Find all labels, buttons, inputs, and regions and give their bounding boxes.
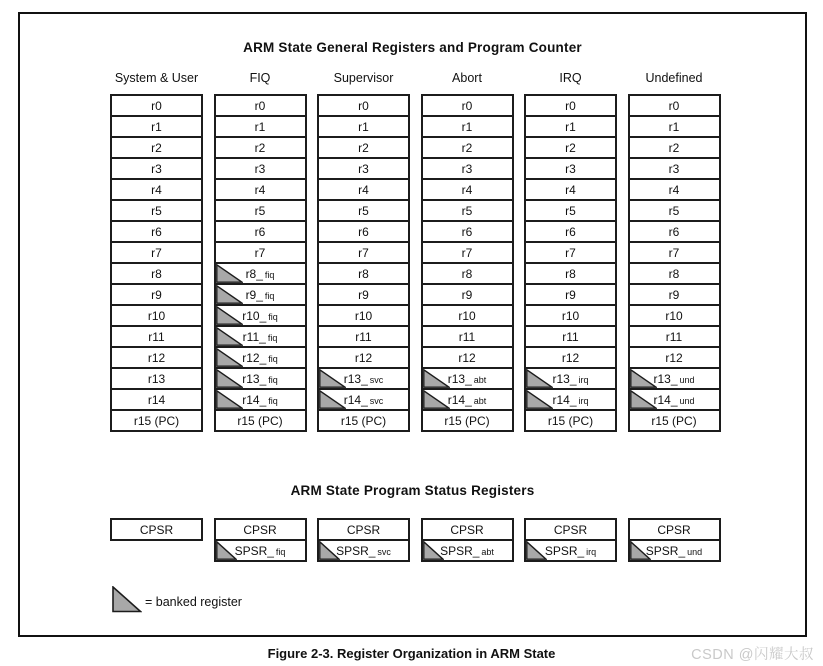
column-header-irq: IRQ <box>559 71 582 85</box>
register-label: r11 <box>562 329 579 344</box>
banked-register-triangle-icon <box>423 390 450 409</box>
register-label: r6 <box>565 224 576 239</box>
register-mode-suffix: fiq <box>267 333 278 343</box>
register-mode-suffix: svc <box>369 375 384 385</box>
register-label: r3 <box>461 161 473 176</box>
register-label: r8 <box>358 266 369 281</box>
register-label: CPSR <box>139 522 174 537</box>
register-label: r6 <box>254 224 266 239</box>
register-label: SPSR_ <box>336 543 376 558</box>
column-header-abort: Abort <box>452 71 482 85</box>
register-cell <box>319 117 408 138</box>
register-mode-suffix: fiq <box>268 375 278 385</box>
register-cell <box>112 306 201 327</box>
banked-register-triangle-icon <box>630 541 651 560</box>
banked-register-triangle-icon <box>216 306 243 325</box>
register-cell <box>319 411 408 430</box>
register-label: r15 (PC) <box>547 413 594 428</box>
register-mode-suffix: und <box>679 375 695 385</box>
register-cell <box>112 180 201 201</box>
register-cell <box>112 138 201 159</box>
status-register-column-abort <box>421 518 514 562</box>
register-label: r1 <box>461 119 473 134</box>
banked-register-triangle-icon <box>319 541 340 560</box>
register-label: r6 <box>151 224 162 239</box>
register-cell <box>423 222 512 243</box>
register-label: r4 <box>254 182 266 197</box>
status-register-column-fiq <box>214 518 307 562</box>
banked-register-triangle-icon <box>526 541 547 560</box>
register-cell <box>319 201 408 222</box>
register-cell <box>423 96 512 117</box>
register-column-abort <box>421 94 514 432</box>
register-cell <box>216 180 305 201</box>
register-label: r14_ <box>552 392 577 407</box>
register-cell <box>526 411 615 430</box>
register-cell <box>630 411 719 430</box>
register-label: r12 <box>147 350 166 365</box>
banked-register-triangle-icon <box>423 369 450 388</box>
banked-register-legend-triangle-icon <box>112 586 142 613</box>
register-label: r14_ <box>447 392 472 407</box>
register-label: r3 <box>254 161 266 176</box>
register-cell <box>112 243 201 264</box>
register-mode-suffix: abt <box>473 375 487 385</box>
register-cell <box>319 264 408 285</box>
register-label: r13_ <box>653 371 678 386</box>
register-label: r8 <box>151 266 162 281</box>
register-cell <box>319 222 408 243</box>
register-cell <box>423 243 512 264</box>
register-cell <box>423 348 512 369</box>
register-cell <box>319 180 408 201</box>
register-cell <box>630 138 719 159</box>
register-mode-suffix: abt <box>473 396 487 406</box>
register-cell <box>319 159 408 180</box>
register-label: r6 <box>358 224 369 239</box>
status-registers-title: ARM State Program Status Registers <box>290 483 535 498</box>
register-cell <box>526 180 615 201</box>
register-label: r13 <box>147 371 166 386</box>
register-cell <box>526 327 615 348</box>
spsr-cell <box>526 541 615 560</box>
register-mode-suffix: und <box>679 396 695 406</box>
register-label: r13_ <box>447 371 472 386</box>
banked-register-triangle-icon <box>216 327 243 346</box>
register-label: r10_ <box>242 308 267 323</box>
banked-register-triangle-icon <box>216 390 243 409</box>
register-cell <box>319 327 408 348</box>
register-cell <box>423 285 512 306</box>
register-cell <box>216 306 305 327</box>
register-label: r4 <box>565 182 576 197</box>
register-mode-suffix: fiq <box>268 354 278 364</box>
register-label: r6 <box>461 224 473 239</box>
register-cell <box>112 327 201 348</box>
register-cell <box>423 327 512 348</box>
register-label: r12_ <box>242 350 267 365</box>
register-cell <box>216 327 305 348</box>
register-label: r14_ <box>343 392 368 407</box>
banked-register-triangle-icon <box>216 369 243 388</box>
banked-register-triangle-icon <box>216 348 243 367</box>
register-cell <box>423 180 512 201</box>
register-label: r8 <box>565 266 576 281</box>
banked-register-triangle-icon <box>630 390 657 409</box>
column-header-supervisor: Supervisor <box>333 71 394 85</box>
register-label: r9 <box>358 287 369 302</box>
register-mode-suffix: svc <box>369 396 384 406</box>
register-label: r3 <box>668 161 680 176</box>
cpsr-cell <box>216 520 305 541</box>
register-cell <box>526 201 615 222</box>
register-label: r1 <box>358 119 369 134</box>
register-label: r7 <box>461 245 473 260</box>
register-cell <box>526 285 615 306</box>
banked-register-triangle-icon <box>216 285 243 304</box>
register-label: r7 <box>151 245 162 260</box>
register-label: r7 <box>565 245 576 260</box>
register-label: r10 <box>354 308 373 323</box>
register-mode-suffix: irq <box>578 396 589 406</box>
register-label: r10 <box>147 308 166 323</box>
register-column-undefined <box>628 94 721 432</box>
register-label: CPSR <box>243 522 277 537</box>
register-label: SPSR_ <box>544 543 585 558</box>
register-label: r2 <box>254 140 266 155</box>
register-label: r1 <box>254 119 266 134</box>
register-cell <box>216 411 305 430</box>
register-cell <box>112 201 201 222</box>
register-label: r5 <box>565 203 576 218</box>
register-mode-suffix: irq <box>586 547 597 557</box>
register-cell <box>216 138 305 159</box>
register-label: r9_ <box>245 287 263 302</box>
register-cell <box>423 117 512 138</box>
register-label: r11 <box>355 329 372 344</box>
register-label: r10 <box>458 308 476 323</box>
register-label: r12 <box>561 350 580 365</box>
status-register-column-irq <box>524 518 617 562</box>
register-label: r9 <box>461 287 473 302</box>
register-label: r2 <box>461 140 473 155</box>
banked-register-triangle-icon <box>319 369 346 388</box>
register-cell <box>526 243 615 264</box>
register-cell <box>216 285 305 306</box>
register-cell <box>630 117 719 138</box>
register-label: r14_ <box>242 392 267 407</box>
register-cell <box>319 348 408 369</box>
register-label: r0 <box>565 98 576 113</box>
register-cell <box>216 390 305 411</box>
banked-register-triangle-icon <box>319 390 346 409</box>
register-label: r10 <box>561 308 580 323</box>
register-label: r1 <box>151 119 162 134</box>
register-cell <box>423 264 512 285</box>
register-cell <box>526 264 615 285</box>
register-cell <box>526 390 615 411</box>
register-cell <box>112 285 201 306</box>
register-cell <box>319 138 408 159</box>
register-label: r4 <box>668 182 680 197</box>
register-label: r0 <box>358 98 369 113</box>
register-cell <box>112 390 201 411</box>
register-mode-suffix: fiq <box>275 547 286 557</box>
register-cell <box>112 411 201 430</box>
register-cell <box>319 369 408 390</box>
register-mode-suffix: irq <box>578 375 589 385</box>
register-label: r0 <box>254 98 266 113</box>
register-label: r2 <box>668 140 680 155</box>
register-label: r11_ <box>242 329 266 344</box>
register-cell <box>423 138 512 159</box>
register-label: r7 <box>254 245 266 260</box>
register-cell <box>526 96 615 117</box>
register-cell <box>112 117 201 138</box>
register-cell <box>423 201 512 222</box>
register-cell <box>216 96 305 117</box>
legend <box>112 586 362 616</box>
register-label: r5 <box>668 203 680 218</box>
register-label: r8 <box>668 266 680 281</box>
register-cell <box>112 264 201 285</box>
register-label: r0 <box>461 98 473 113</box>
register-label: r2 <box>565 140 576 155</box>
register-cell <box>526 348 615 369</box>
spsr-cell <box>216 541 305 560</box>
banked-register-triangle-icon <box>526 369 553 388</box>
banked-register-triangle-icon <box>216 541 237 560</box>
register-label: r15 (PC) <box>237 413 283 428</box>
register-column-fiq <box>214 94 307 432</box>
register-label: r5 <box>151 203 162 218</box>
register-label: r4 <box>358 182 369 197</box>
register-cell <box>423 369 512 390</box>
register-label: r0 <box>151 98 162 113</box>
register-cell <box>112 159 201 180</box>
register-cell <box>526 138 615 159</box>
register-label: r8_ <box>245 266 263 281</box>
register-label: r11 <box>458 329 476 344</box>
column-header-fiq: FIQ <box>249 71 271 85</box>
banked-register-triangle-icon <box>216 264 243 283</box>
register-cell <box>526 369 615 390</box>
spsr-cell <box>423 541 512 560</box>
register-mode-suffix: fiq <box>264 291 275 301</box>
register-cell <box>630 348 719 369</box>
register-mode-suffix: fiq <box>268 312 278 322</box>
register-label: CPSR <box>450 522 484 537</box>
cpsr-cell <box>112 520 201 539</box>
register-cell <box>216 348 305 369</box>
register-label: r0 <box>668 98 680 113</box>
figure-caption: Figure 2-3. Register Organization in ARM State <box>267 646 556 661</box>
register-cell <box>630 201 719 222</box>
banked-register-triangle-icon <box>526 390 553 409</box>
register-column-supervisor <box>317 94 410 432</box>
register-label: r12 <box>458 350 476 365</box>
register-label: r14 <box>147 392 166 407</box>
register-label: r4 <box>461 182 473 197</box>
register-cell <box>630 159 719 180</box>
figure-border <box>18 12 807 637</box>
register-label: r7 <box>358 245 369 260</box>
register-label: SPSR_ <box>440 543 480 558</box>
register-label: r15 (PC) <box>651 413 697 428</box>
register-label: r8 <box>461 266 473 281</box>
legend-label: = banked register <box>145 595 242 609</box>
banked-register-triangle-icon <box>630 369 657 388</box>
register-cell <box>216 369 305 390</box>
register-label: r13_ <box>242 371 267 386</box>
register-mode-suffix: und <box>687 547 703 557</box>
register-label: r12 <box>354 350 373 365</box>
register-cell <box>216 222 305 243</box>
cpsr-cell <box>630 520 719 541</box>
register-label: r11 <box>148 329 165 344</box>
register-cell <box>216 201 305 222</box>
register-label: r5 <box>254 203 266 218</box>
register-cell <box>216 243 305 264</box>
register-label: r3 <box>358 161 369 176</box>
register-label: r3 <box>565 161 576 176</box>
register-label: r4 <box>151 182 162 197</box>
register-mode-suffix: abt <box>481 547 494 557</box>
cpsr-cell <box>526 520 615 541</box>
register-cell <box>630 369 719 390</box>
register-cell <box>423 159 512 180</box>
register-label: r1 <box>565 119 576 134</box>
register-cell <box>526 306 615 327</box>
status-register-column-system-user <box>110 518 203 541</box>
register-label: r7 <box>668 245 680 260</box>
register-cell <box>630 285 719 306</box>
register-cell <box>630 96 719 117</box>
register-cell <box>526 159 615 180</box>
register-cell <box>112 348 201 369</box>
register-cell <box>319 285 408 306</box>
register-cell <box>319 390 408 411</box>
register-label: SPSR_ <box>645 543 686 558</box>
register-cell <box>526 117 615 138</box>
cpsr-cell <box>423 520 512 541</box>
register-label: r2 <box>358 140 369 155</box>
general-registers-title: ARM State General Registers and Program Counter <box>243 40 582 55</box>
register-cell <box>630 180 719 201</box>
register-label: r9 <box>668 287 680 302</box>
register-label: r13_ <box>552 371 577 386</box>
register-label: r11 <box>665 329 683 344</box>
register-cell <box>112 222 201 243</box>
register-label: r14_ <box>653 392 678 407</box>
register-label: r9 <box>565 287 576 302</box>
register-cell <box>630 222 719 243</box>
register-label: r1 <box>668 119 680 134</box>
register-column-irq <box>524 94 617 432</box>
register-label: r2 <box>151 140 162 155</box>
register-cell <box>423 411 512 430</box>
register-label: r3 <box>151 161 162 176</box>
register-label: r15 (PC) <box>444 413 490 428</box>
register-mode-suffix: fiq <box>264 270 275 280</box>
register-cell <box>216 117 305 138</box>
register-cell <box>630 306 719 327</box>
spsr-cell <box>630 541 719 560</box>
register-cell <box>630 264 719 285</box>
register-cell <box>630 390 719 411</box>
register-cell <box>630 327 719 348</box>
register-label: r9 <box>151 287 162 302</box>
register-cell <box>319 96 408 117</box>
register-column-system-user <box>110 94 203 432</box>
register-label: r12 <box>665 350 683 365</box>
register-mode-suffix: svc <box>377 547 391 557</box>
register-label: SPSR_ <box>234 543 274 558</box>
register-label: CPSR <box>657 522 691 537</box>
register-cell <box>423 390 512 411</box>
register-mode-suffix: fiq <box>268 396 278 406</box>
register-label: CPSR <box>553 522 588 537</box>
register-label: r5 <box>358 203 369 218</box>
column-header-undefined: Undefined <box>645 71 703 85</box>
watermark: CSDN @闪耀大叔 <box>691 647 814 663</box>
register-cell <box>216 264 305 285</box>
register-label: CPSR <box>346 522 381 537</box>
register-cell <box>112 369 201 390</box>
register-label: r5 <box>461 203 473 218</box>
banked-register-triangle-icon <box>423 541 444 560</box>
register-cell <box>112 96 201 117</box>
spsr-cell <box>319 541 408 560</box>
cpsr-cell <box>319 520 408 541</box>
column-header-system-user: System & User <box>114 71 199 85</box>
register-label: r10 <box>665 308 683 323</box>
register-cell <box>423 306 512 327</box>
status-register-column-supervisor <box>317 518 410 562</box>
register-label: r15 (PC) <box>133 413 180 428</box>
register-cell <box>526 222 615 243</box>
status-register-column-undefined <box>628 518 721 562</box>
register-cell <box>319 243 408 264</box>
register-label: r6 <box>668 224 680 239</box>
register-label: r15 (PC) <box>340 413 387 428</box>
register-label: r13_ <box>343 371 368 386</box>
register-cell <box>630 243 719 264</box>
register-cell <box>216 159 305 180</box>
register-cell <box>319 306 408 327</box>
